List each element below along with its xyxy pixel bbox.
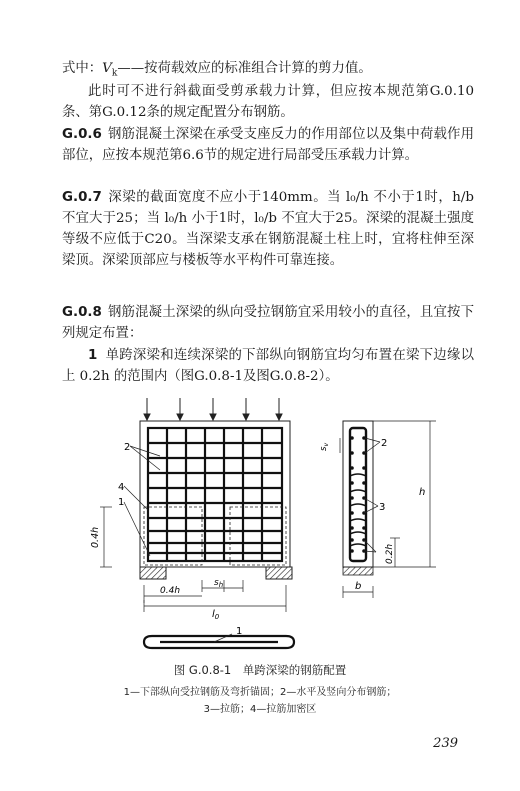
clause-text: 钢筋混凝土深梁在承受支座反力的作用部位以及集中荷载作用部位，应按本规范第6.6节的规定进行局部受压承载力计算。 <box>62 127 474 163</box>
figure-caption: 图 G.0.8-1 单跨深梁的钢筋配置 <box>173 663 347 677</box>
tie-densified-zone <box>144 507 286 565</box>
page-number: 239 <box>433 736 458 751</box>
clause-number: G.0.7 <box>62 190 102 205</box>
formula-description: ——按荷载效应的标准组合计算的剪力值。 <box>117 61 372 76</box>
dim-label-l0: $l_0$ <box>212 609 220 621</box>
label-1-detail: 1 <box>236 626 243 637</box>
formula-prefix: 式中： <box>62 61 103 76</box>
dim-label-0-4h-bottom: 0.4h <box>160 586 181 596</box>
clause-text: 钢筋混凝土深梁的纵向受拉钢筋宜采用较小的直径，且宜按下列规定布置： <box>62 305 474 341</box>
dim-label-0-4h: 0.4h <box>90 526 101 548</box>
clause-text: 深梁的截面宽度不应小于140mm。当 l₀/h 不小于1时，h/b 不宜大于25；当 l₀/h 小于1时，l₀/b 不宜大于25。深梁的混凝土强度等级不应低于C20。当深梁支承在钢筋混凝土柱上时，宜将柱伸至深梁顶。深梁顶部应与楼板等水平构件可靠连接。 <box>62 190 474 268</box>
load-arrows <box>144 398 282 420</box>
paragraph-shear-note: 此时可不进行斜截面受剪承载力计算，但应按本规范第G.0.10条、第G.0.12条的规定配置分布钢筋。 <box>62 84 474 120</box>
clause-number: G.0.8 <box>62 305 102 320</box>
formula-subscript: k <box>111 68 118 79</box>
clause-g-0-6 <box>62 124 474 166</box>
label-3-section: 3 <box>379 502 386 513</box>
leader-lines <box>124 446 160 556</box>
cross-section <box>343 421 373 575</box>
dim-label-h: h <box>419 487 426 498</box>
dim-label-sv: $s_v$ <box>319 442 330 451</box>
item-text: 单跨深梁和连续深梁的下部纵向钢筋宜均匀布置在梁下边缘以上 0.2h 的范围内（图G.0.8-1及图G.0.8-2）。 <box>62 348 474 384</box>
figure-legend-line-1: 1—下部纵向受拉钢筋及弯折锚固；2—水平及竖向分布钢筋； <box>123 687 397 698</box>
label-1: 1 <box>118 497 125 508</box>
bottom-rebar-detail <box>144 636 294 648</box>
item-number: 1 <box>88 348 98 363</box>
clause-g-0-8 <box>62 302 474 344</box>
label-4: 4 <box>118 482 125 493</box>
figure-legend-line-2: 3—拉筋；4—拉筋加密区 <box>203 704 317 715</box>
label-2: 2 <box>124 442 131 453</box>
dim-0-4h-vertical <box>100 507 112 567</box>
formula-symbol: V <box>102 61 112 76</box>
beam-reinforcement-figure <box>0 388 520 658</box>
dim-label-0-2h: 0.2h <box>385 543 395 564</box>
clause-number: G.0.6 <box>62 127 102 142</box>
dim-label-b: b <box>355 581 362 592</box>
distribution-rebar-grid <box>148 428 282 561</box>
dim-label-sh: $s_h$ <box>214 578 224 589</box>
item-1 <box>62 345 474 387</box>
label-2-section: 2 <box>381 438 388 449</box>
clause-g-0-7 <box>62 187 474 271</box>
